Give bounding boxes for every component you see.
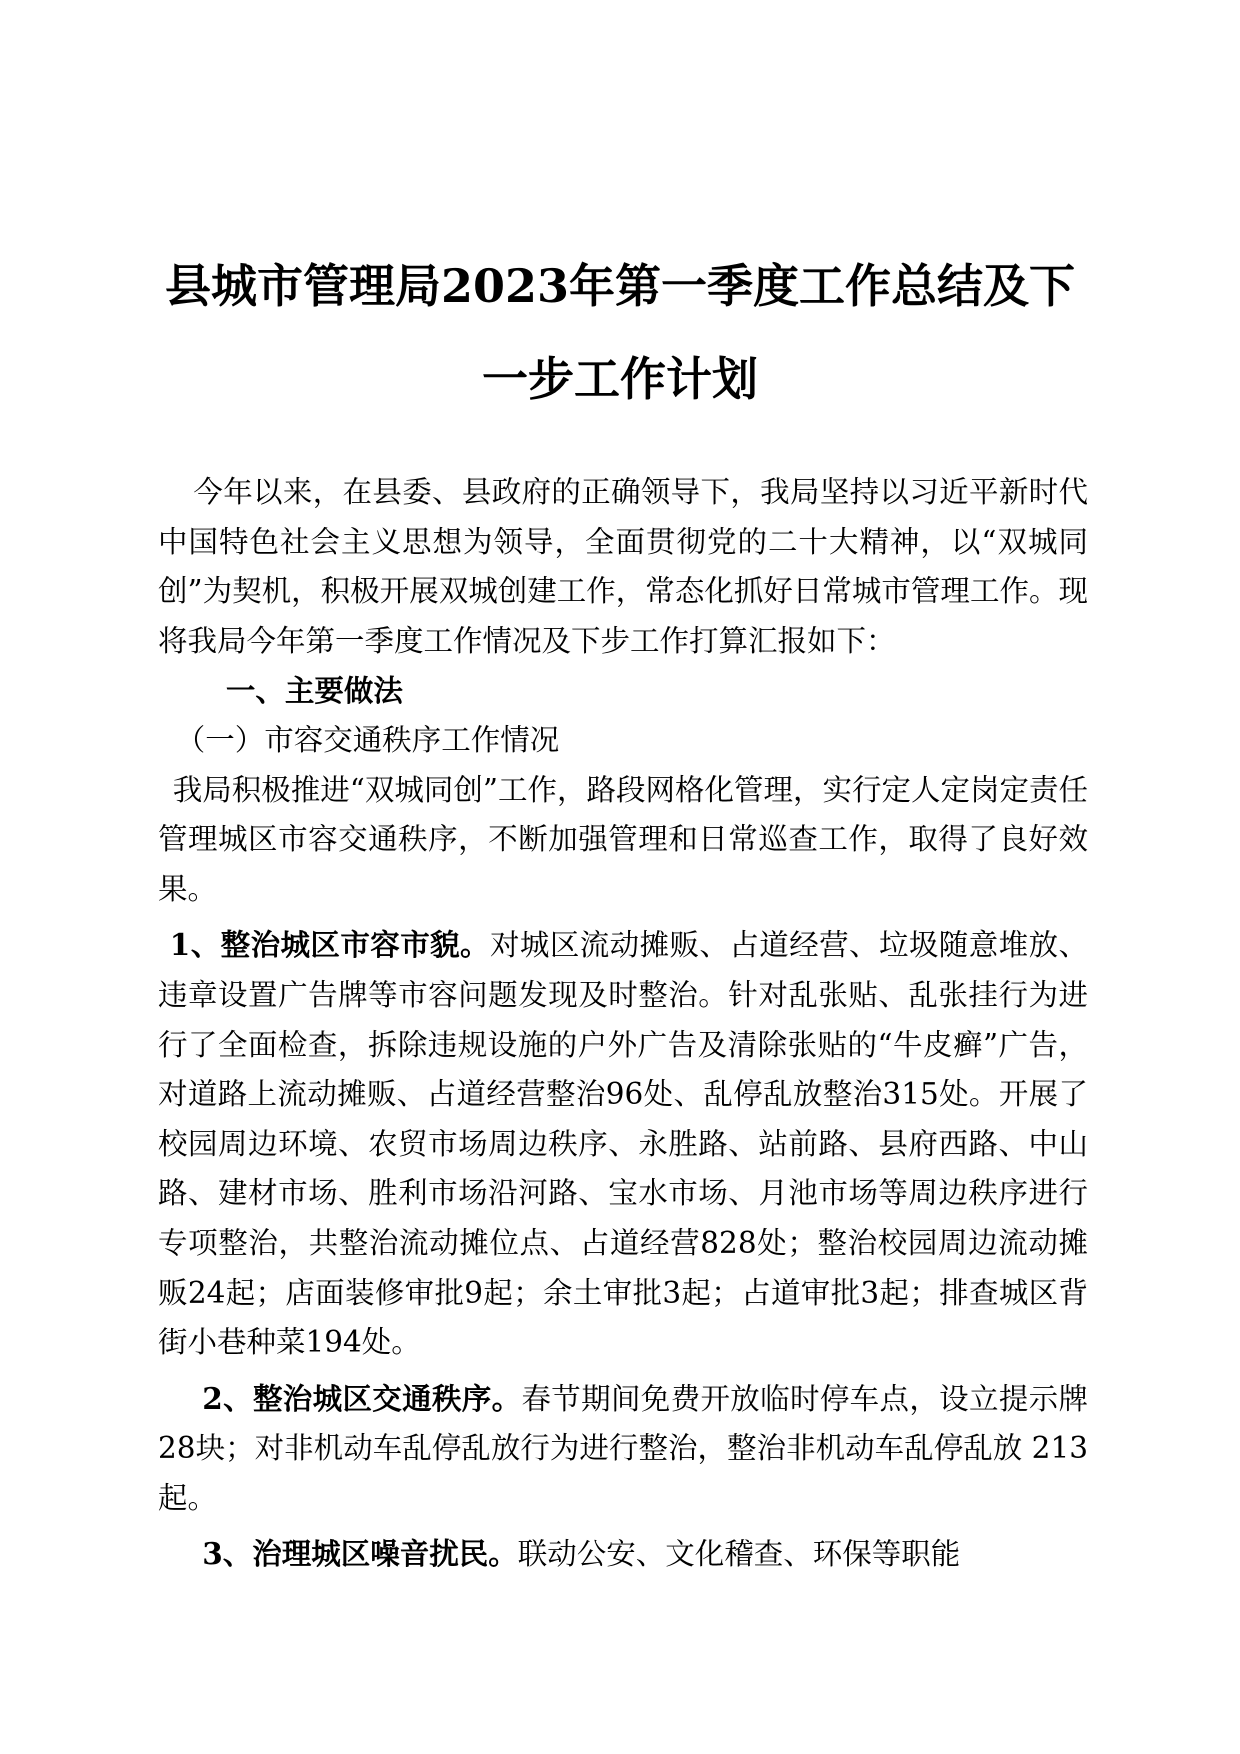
subsection-heading-city-traffic: （一）市容交通秩序工作情况 [175, 722, 560, 757]
item-1-text: 对城区流动摊贩、占道经营、垃圾随意堆放、违章设置广告牌等市容问题发现及时整治。针对乱张贴、乱张挂行为进行了全面检查，拆除违规设施的户外广告及清除张贴的“牛皮癣”广告，对道路上流动摊贩、占道经营整治96处、乱停乱放整治315处。开展了校园周边环境、农贸市场周边秩序、永胜路、站前路、县府西路、中山路、建材市场、胜利市场沿河路、宝水市场、月池市场等周边秩序进行专项整治，共整治流动摊位点、占道经营828处；整治校园周边流动摊贩24起；店面装修审批9起；余土审批3起；占道审批3起；排查城区背街小巷种菜194处。 [158, 928, 1088, 1360]
item-2-text: 春节期间免费开放临时停车点，设立提示牌28块；对非机动车乱停乱放行为进行整治，整治非机动车乱停乱放 213起。 [158, 1381, 1088, 1515]
item-1-paragraph [158, 920, 1088, 1367]
item-3-paragraph [158, 1529, 1088, 1580]
document-title-line-2: 一步工作计划 [482, 352, 758, 406]
item-2-paragraph [158, 1374, 1088, 1524]
document-body [158, 468, 1088, 1580]
item-3-lead: 3、治理城区噪音扰民。 [202, 1536, 518, 1572]
section-heading-main-practices: 一、主要做法 [225, 673, 403, 709]
item-3-text: 联动公安、文化稽查、环保等职能 [517, 1537, 961, 1572]
item-1-lead: 1、整治城区市容市貌。 [169, 927, 490, 963]
intro-paragraph: 今年以来，在县委、县政府的正确领导下，我局坚持以习近平新时代中国特色社会主义思想为领导，全面贯彻党的二十大精神，以“双城同创”为契机，积极开展双城创建工作，常态化抓好日常城市管理工作。现将我局今年第一季度工作情况及下步工作打算汇报如下： [158, 475, 1088, 658]
paragraph-grid-management: 我局积极推进“双城同创”工作，路段网格化管理，实行定人定岗定责任管理城区市容交通秩序，不断加强管理和日常巡查工作，取得了良好效果。 [158, 772, 1088, 906]
item-2-lead: 2、整治城区交通秩序。 [202, 1380, 522, 1416]
document-title-line-1: 县城市管理局2023年第一季度工作总结及下 [164, 259, 1076, 313]
